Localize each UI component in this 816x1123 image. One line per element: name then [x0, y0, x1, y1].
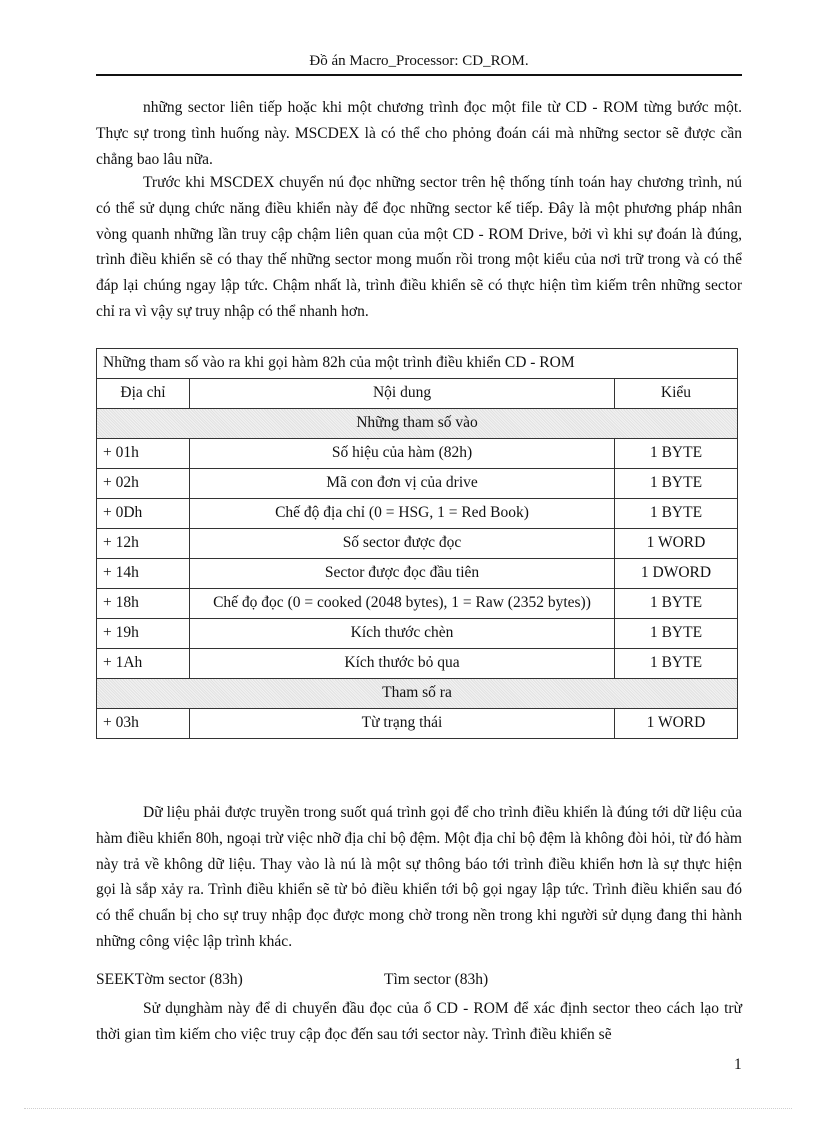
section-input-label: Những tham số vào: [97, 409, 738, 439]
table-row: [97, 529, 738, 559]
paragraph-1: [96, 95, 742, 172]
cell-type: 1 BYTE: [615, 499, 738, 529]
cell-content: Mã con đơn vị của drive: [190, 469, 615, 499]
page-number: 1: [734, 1056, 742, 1073]
page-bottom-border: [24, 1108, 792, 1109]
cell-content: Sector được đọc đầu tiên: [190, 559, 615, 589]
column-header-type: Kiểu: [615, 379, 738, 409]
page-header: [96, 52, 742, 70]
cell-type: 1 BYTE: [615, 439, 738, 469]
paragraph-1-text: những sector liên tiếp hoặc khi một chương trình đọc một file từ CD - ROM từng bước một. Thực sự trong tình huống này. MSCDEX là có thể cho phỏng đoán cái mà những sector sẽ được cần chẳng bao lâu nữa.: [96, 99, 742, 168]
table-row: [97, 619, 738, 649]
cell-type: 1 WORD: [615, 709, 738, 739]
paragraph-2: [96, 170, 742, 325]
cell-address: + 18h: [97, 589, 190, 619]
cell-type: 1 BYTE: [615, 619, 738, 649]
cell-content: Kích thước bỏ qua: [190, 649, 615, 679]
paragraph-4: [96, 996, 742, 1048]
cell-content: Chế đọ đọc (0 = cooked (2048 bytes), 1 = Raw (2352 bytes)): [190, 589, 615, 619]
cell-content: Kích thước chèn: [190, 619, 615, 649]
table-row: [97, 559, 738, 589]
cell-address: + 02h: [97, 469, 190, 499]
cell-type: 1 DWORD: [615, 559, 738, 589]
table-row: [97, 649, 738, 679]
header-title: Đồ án Macro_Processor: CD_ROM.: [309, 53, 529, 69]
table-title-row: [97, 349, 738, 379]
header-rule: [96, 74, 742, 76]
seek-heading-right: Tìm sector (83h): [384, 971, 489, 988]
cell-address: + 0Dh: [97, 499, 190, 529]
table-title: Những tham số vào ra khi gọi hàm 82h của một trình điều khiển CD - ROM: [97, 349, 738, 379]
cell-content: Số sector được đọc: [190, 529, 615, 559]
paragraph-3-text: Dữ liệu phải được truyền trong suốt quá trình gọi để cho trình điều khiển là đúng tới dữ liệu của hàm điều khiển 80h, ngoại trừ việc nhỡ địa chỉ bộ đệm. Một địa chỉ bộ đệm là không đòi hỏi, từ đó hàm này trả về không dữ liệu. Thay vào là nú là một sự thông báo tới trình điều khiển hơn là sự thực hiện gọi là sắp xảy ra. Trình điều khiển sẽ từ bỏ điều khiển tới bộ gọi ngay lập tức. Trình điều khiển sau đó có thể chuẩn bị cho sự truy nhập đọc được mong chờ trong nền trong khi người sử dụng đang thi hành những công việc lập trình khác.: [96, 804, 742, 950]
table-row: [97, 439, 738, 469]
cell-type: 1 BYTE: [615, 589, 738, 619]
table-row: [97, 469, 738, 499]
paragraph-3: [96, 800, 742, 955]
column-header-address: Địa chỉ: [97, 379, 190, 409]
section-row-input: [97, 409, 738, 439]
section-output-label: Tham số ra: [97, 679, 738, 709]
cell-address: + 14h: [97, 559, 190, 589]
table-header-row: [97, 379, 738, 409]
cell-address: + 12h: [97, 529, 190, 559]
cell-content: Số hiệu của hàm (82h): [190, 439, 615, 469]
column-header-content: Nội dung: [190, 379, 615, 409]
section-row-output: [97, 679, 738, 709]
parameters-table: [96, 348, 738, 739]
paragraph-4-text: Sử dụnghàm này để di chuyển đầu đọc của ổ CD - ROM để xác định sector theo cách lạo trừ thời gian tìm kiếm cho việc truy cập đọc đến sau tới sector này. Trình điều khiển sẽ: [96, 1000, 742, 1043]
cell-content: Chế độ địa chỉ (0 = HSG, 1 = Red Book): [190, 499, 615, 529]
cell-type: 1 WORD: [615, 529, 738, 559]
table-row: [97, 499, 738, 529]
cell-content: Từ trạng thái: [190, 709, 615, 739]
paragraph-2-text: Trước khi MSCDEX chuyển nú đọc những sector trên hệ thống tính toán hay chương trình, nú có thể sử dụng chức năng điều khiển này để đọc những sector kế tiếp. Đây là một phương pháp nhân vòng quanh những lần truy cập chậm liên quan của một CD - ROM Drive, bởi vì khi sự đoán là đúng, trình điều khiển sẽ có thay thế những sector mong muốn rồi trong một kiểu của nơi trữ trong và có thể đáp lại chúng ngay lập tức. Chậm nhất là, trình điều khiển sẽ có thực hiện tìm kiếm trên những sector chỉ ra vì vậy sự truy nhập có thể nhanh hơn.: [96, 174, 742, 320]
cell-address: + 1Ah: [97, 649, 190, 679]
cell-address: + 03h: [97, 709, 190, 739]
table-row: [97, 589, 738, 619]
cell-type: 1 BYTE: [615, 649, 738, 679]
table-row: [97, 709, 738, 739]
cell-type: 1 BYTE: [615, 469, 738, 499]
seek-heading-left: SEEKTờm sector (83h): [96, 971, 243, 988]
cell-address: + 01h: [97, 439, 190, 469]
cell-address: + 19h: [97, 619, 190, 649]
